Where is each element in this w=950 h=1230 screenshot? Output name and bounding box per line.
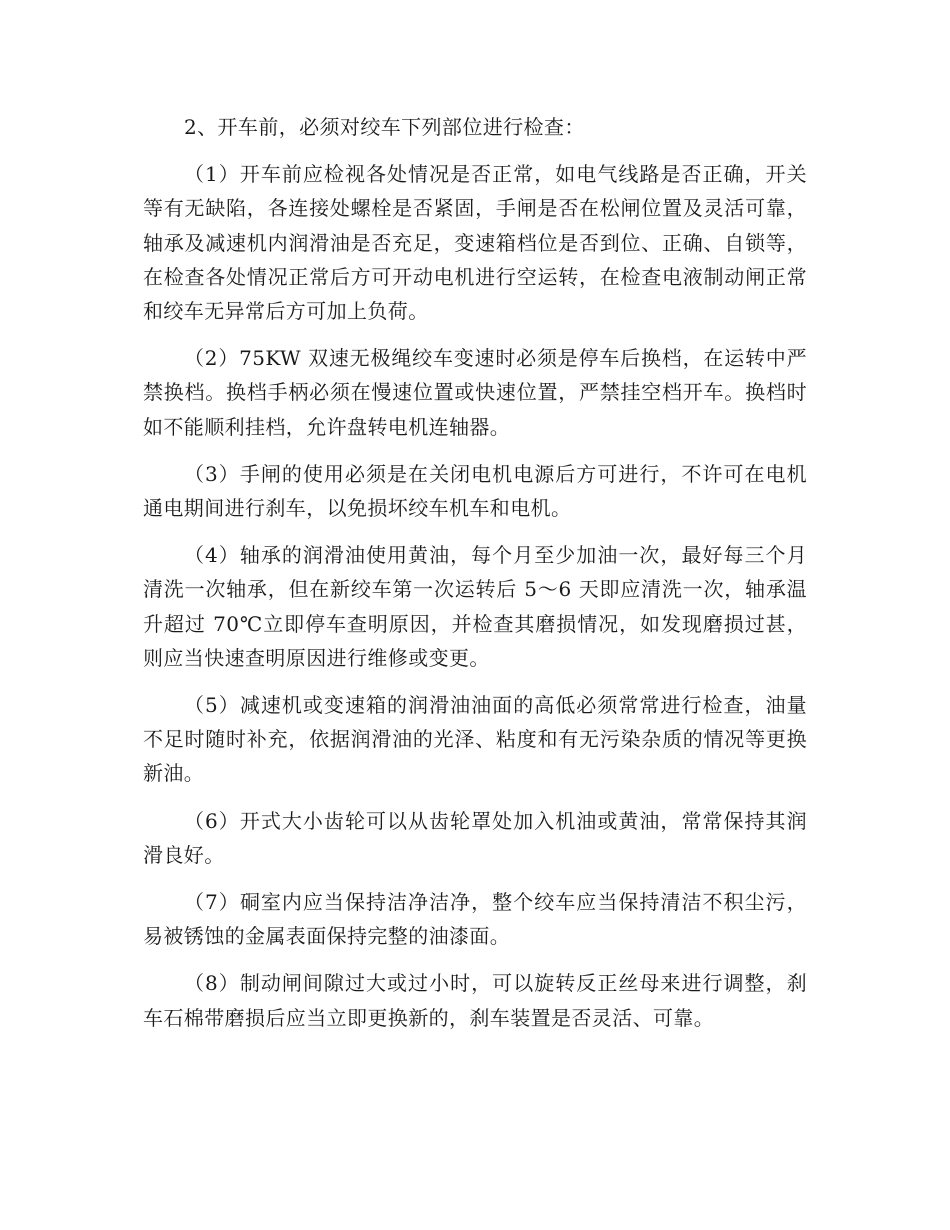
- paragraph-5: （5）减速机或变速箱的润滑油油面的高低必须常常进行检查，油量不足时随时补充，依据润滑油的光泽、粘度和有无污染杂质的情况等更换新油。: [143, 693, 807, 786]
- section-heading: 2、开车前，必须对绞车下列部位进行检查：: [184, 115, 585, 139]
- paragraph-8: （8）制动闸间隙过大或过小时，可以旋转反正丝母来进行调整，刹车石棉带磨损后应当立即更换新的，刹车装置是否灵活、可靠。: [143, 971, 807, 1030]
- paragraph-3: （3）手闸的使用必须是在关闭电机电源后方可进行，不许可在电机通电期间进行刹车，以免损坏绞车机车和电机。: [143, 461, 807, 521]
- document-body: [143, 110, 807, 1048]
- paragraph-1: （1）开车前应检视各处情况是否正常，如电气线路是否正确，开关等有无缺陷，各连接处螺栓是否紧固，手闸是否在松闸位置及灵活可靠，轴承及减速机内润滑油是否充足，变速箱档位是否到位、正确、自锁等，在检查各处情况正常后方可开动电机进行空运转，在检查电液制动闸正常和绞车无异常后方可加上负荷。: [143, 162, 807, 324]
- paragraph-2: （2）75KW 双速无极绳绞车变速时必须是停车后换档，在运转中严禁换档。换档手柄必须在慢速位置或快速位置，严禁挂空档开车。换档时如不能顺利挂档，允许盘转电机连轴器。: [143, 346, 807, 439]
- paragraph-6: （6）开式大小齿轮可以从齿轮罩处加入机油或黄油，常常保持其润滑良好。: [143, 808, 807, 867]
- paragraph-7: （7）硐室内应当保持洁净洁净，整个绞车应当保持清洁不积尘污，易被锈蚀的金属表面保持完整的油漆面。: [143, 890, 807, 949]
- paragraph-4: （4）轴承的润滑油使用黄油，每个月至少加油一次，最好每三个月清洗一次轴承，但在新绞车第一次运转后 5～6 天即应清洗一次，轴承温升超过 70℃立即停车查明原因，并检查其磨损情况，如发现磨损过甚，则应当快速查明原因进行维修或变更。: [143, 543, 807, 670]
